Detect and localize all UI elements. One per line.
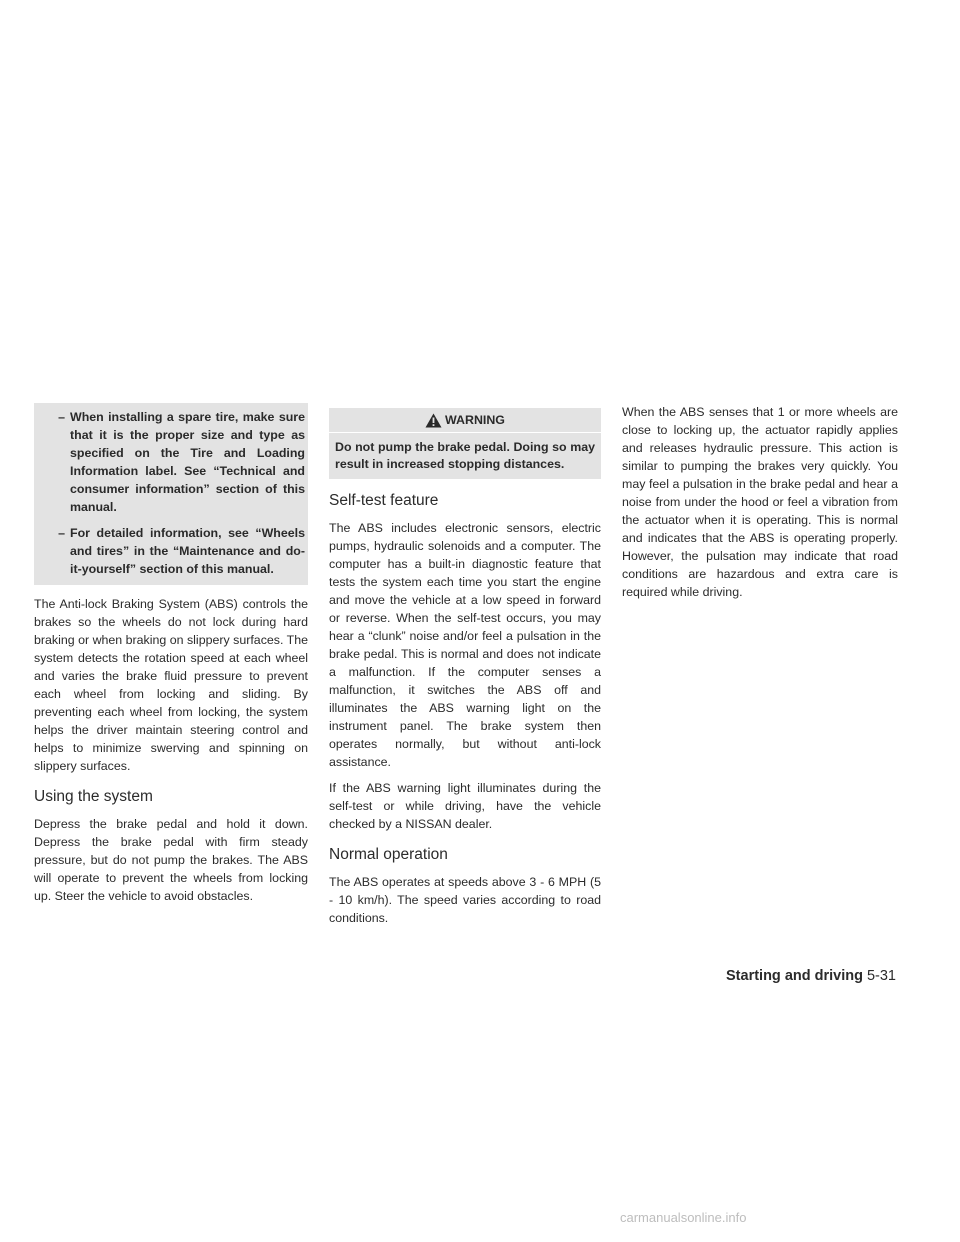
heading-normal-operation: Normal operation [329, 846, 448, 863]
warning-triangle-icon [425, 413, 442, 428]
warning-header [329, 408, 601, 433]
warning-text: Do not pump the brake pedal. Doing so may result in increased stopping distances. [335, 440, 595, 471]
abs-intro-paragraph: The Anti-lock Braking System (ABS) controls the brakes so the wheels do not lock during hard braking or when braking on slippery surfaces. The system detects the rotation speed at each wheel and varies the brake fluid pressure to prevent each wheel from locking and sliding. By preventing each wheel from locking, the system helps the driver maintain steering control and helps to minimize swerving and spinning on slippery surfaces. [34, 597, 308, 773]
bullet-text: For detailed information, see “Wheels and tires” in the “Maintenance and do-it-yourself” section of this manual. [70, 526, 305, 576]
heading-self-test: Self-test feature [329, 492, 439, 509]
warning-title: WARNING [445, 413, 505, 427]
normal-operation-paragraph: The ABS operates at speeds above 3 - 6 MPH (5 - 10 km/h). The speed varies according to road conditions. [329, 875, 601, 925]
caution-bullet-box [34, 403, 308, 585]
self-test-paragraph: The ABS includes electronic sensors, electric pumps, hydraulic solenoids and a computer. The computer has a built-in diagnostic feature that tests the system each time you start the engine and move the vehicle at a low speed in forward or reverse. When the self-test occurs, you may hear a “clunk” noise and/or feel a pulsation in the brake pedal. This is normal and does not indicate a malfunction. If the computer senses a malfunction, it switches the ABS off and illuminates the ABS warning light on the instrument panel. The brake system then operates normally, but without anti-lock assistance. [329, 521, 601, 769]
heading-using-system: Using the system [34, 788, 153, 805]
bullet-dash: – [58, 410, 65, 424]
page-footer [716, 968, 896, 984]
bullet-dash: – [58, 526, 65, 540]
watermark: carmanualsonline.info [620, 1210, 747, 1225]
self-test-paragraph-2: If the ABS warning light illuminates during the self-test or while driving, have the vehicle checked by a NISSAN dealer. [329, 781, 601, 831]
normal-operation-paragraph-2: When the ABS senses that 1 or more wheels are close to locking up, the actuator rapidly applies and releases hydraulic pressure. This action is similar to pumping the brakes very quickly. You may feel a pulsation in the brake pedal and hear a noise from under the hood or feel a vibration from the actuator when it is operating. This is normal and indicates that the ABS is operating properly. However, the pulsation may indicate that road conditions are hazardous and extra care is required while driving. [622, 405, 898, 599]
bullet-item [34, 524, 308, 578]
bullet-text: When installing a spare tire, make sure that it is the proper size and type as specified on the Tire and Loading Information label. See “Technical and consumer information” section of this manual. [70, 410, 305, 514]
using-system-paragraph: Depress the brake pedal and hold it down. Depress the brake pedal with firm steady pressure, but do not pump the brakes. The ABS will operate to prevent the wheels from locking up. Steer the vehicle to avoid obstacles. [34, 817, 308, 903]
column-left [34, 403, 308, 913]
bullet-item [34, 408, 308, 516]
warning-box [329, 408, 601, 479]
footer-section-title: Starting and driving [726, 968, 863, 984]
page-number: 5-31 [866, 968, 896, 984]
column-middle [329, 403, 601, 935]
column-right [622, 403, 898, 609]
